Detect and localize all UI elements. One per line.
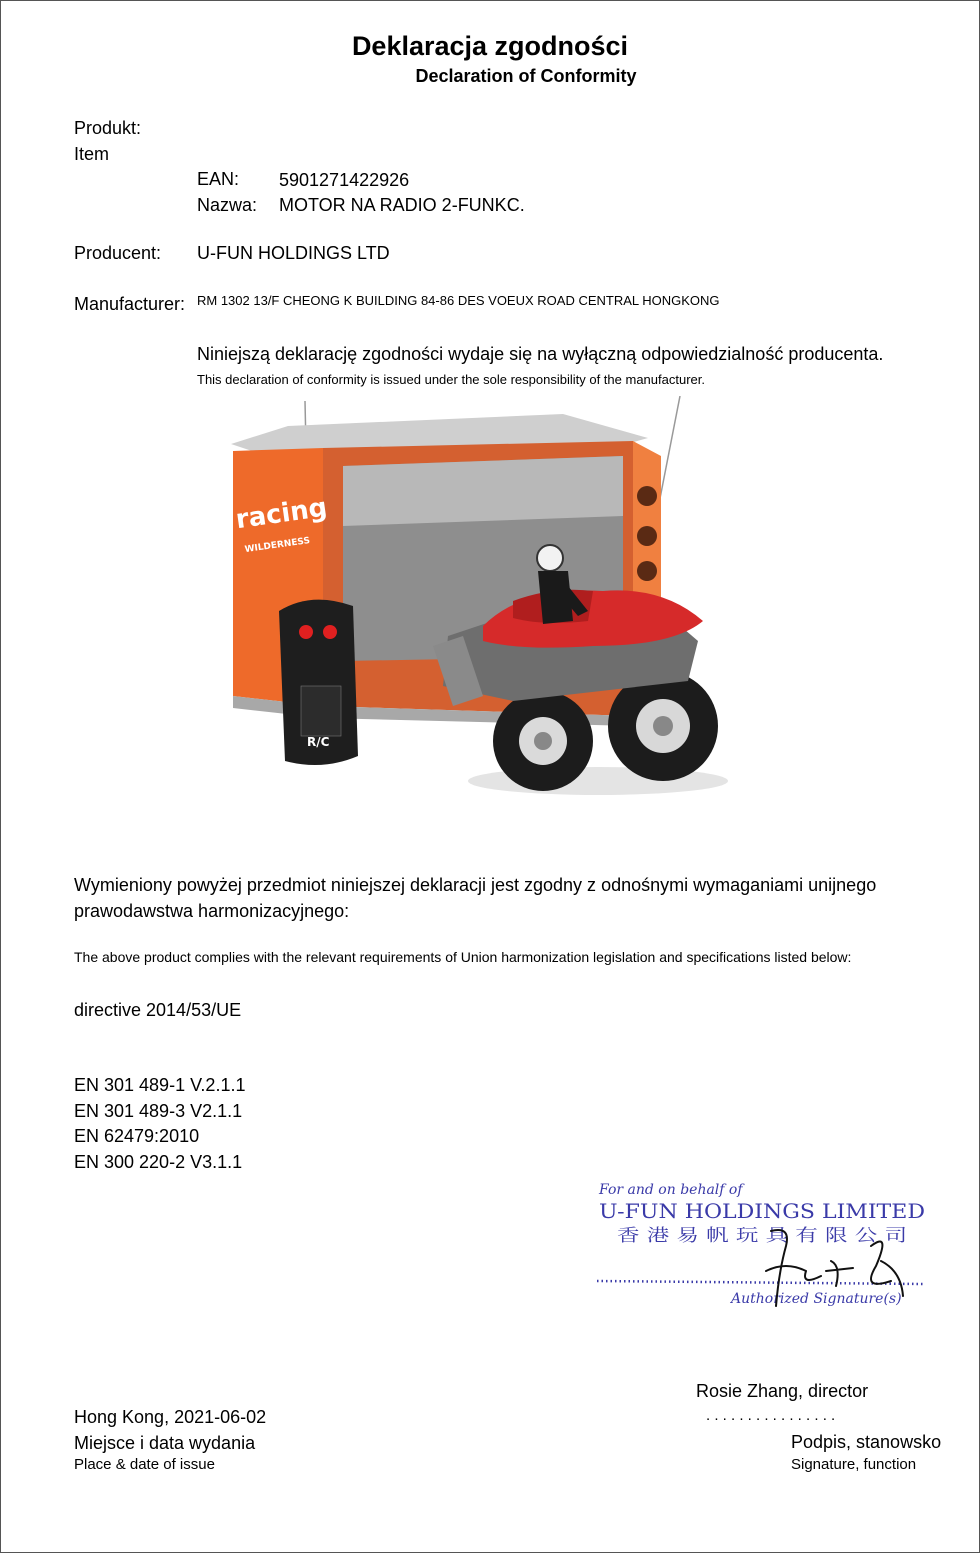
box-sub-text: WILDERNESS [244,536,311,556]
compliance-en: The above product complies with the relevant requirements of Union harmonization legislation and specifications listed below: [74,949,852,965]
remote-label: R/C [307,735,330,749]
product-photo [193,396,803,816]
name-value: MOTOR NA RADIO 2-FUNKC. [279,195,525,215]
name-label: Nazwa: [197,195,258,215]
company-stamp [591,1176,931,1316]
issue-label-pl: Miejsce i data wydania [74,1433,256,1453]
box-brand-text: racing [233,492,330,536]
directive: directive 2014/53/UE [74,1000,242,1020]
document-title: Deklaracja zgodności [351,31,629,61]
stamp-line2: U-FUN HOLDINGS LIMITED [599,1199,925,1223]
ean-label: EAN: [197,169,240,189]
signature-label-en: Signature, function [791,1456,917,1473]
signature-dots: . . . . . . . . . . . . . . . . [706,1407,836,1424]
manufacturer-label: Manufacturer: [74,294,186,314]
document-subtitle: Declaration of Conformity [415,66,637,86]
standard-1: EN 301 489-1 V.2.1.1 [74,1075,246,1095]
signer-name: Rosie Zhang, director [696,1381,869,1401]
issue-label-en: Place & date of issue [74,1456,215,1473]
producer-name: U-FUN HOLDINGS LTD [197,243,390,263]
responsibility-pl: Niniejszą deklarację zgodności wydaje się na wyłączną odpowiedzialność producenta. [197,344,884,364]
issue-place-date: Hong Kong, 2021-06-02 [74,1407,267,1427]
manufacturer-address: RM 1302 13/F CHEONG K BUILDING 84-86 DES VOEUX ROAD CENTRAL HONGKONG [197,293,720,308]
responsibility-en: This declaration of conformity is issued under the sole responsibility of the manufacturer. [197,372,705,387]
ean-value: 5901271422926 [279,170,410,190]
stamp-line1: For and on behalf of [599,1182,743,1198]
producer-label: Producent: [74,243,162,263]
stamp-line3: 香 港 易 帆 玩 具 有 限 公 司 [617,1226,907,1246]
stamp-line4: Authorized Signature(s) [731,1291,902,1307]
standard-3: EN 62479:2010 [74,1126,200,1146]
standard-2: EN 301 489-3 V2.1.1 [74,1101,243,1121]
signature-label-pl: Podpis, stanowsko [791,1432,942,1452]
product-label-pl: Produkt: [74,118,142,138]
product-label-en: Item [74,144,110,164]
compliance-pl-line2: prawodawstwa harmonizacyjnego: [74,901,350,921]
standard-4: EN 300 220-2 V3.1.1 [74,1152,243,1172]
compliance-pl-line1: Wymieniony powyżej przedmiot niniejszej deklaracji jest zgodny z odnośnymi wymaganiami unijnego [74,875,877,895]
